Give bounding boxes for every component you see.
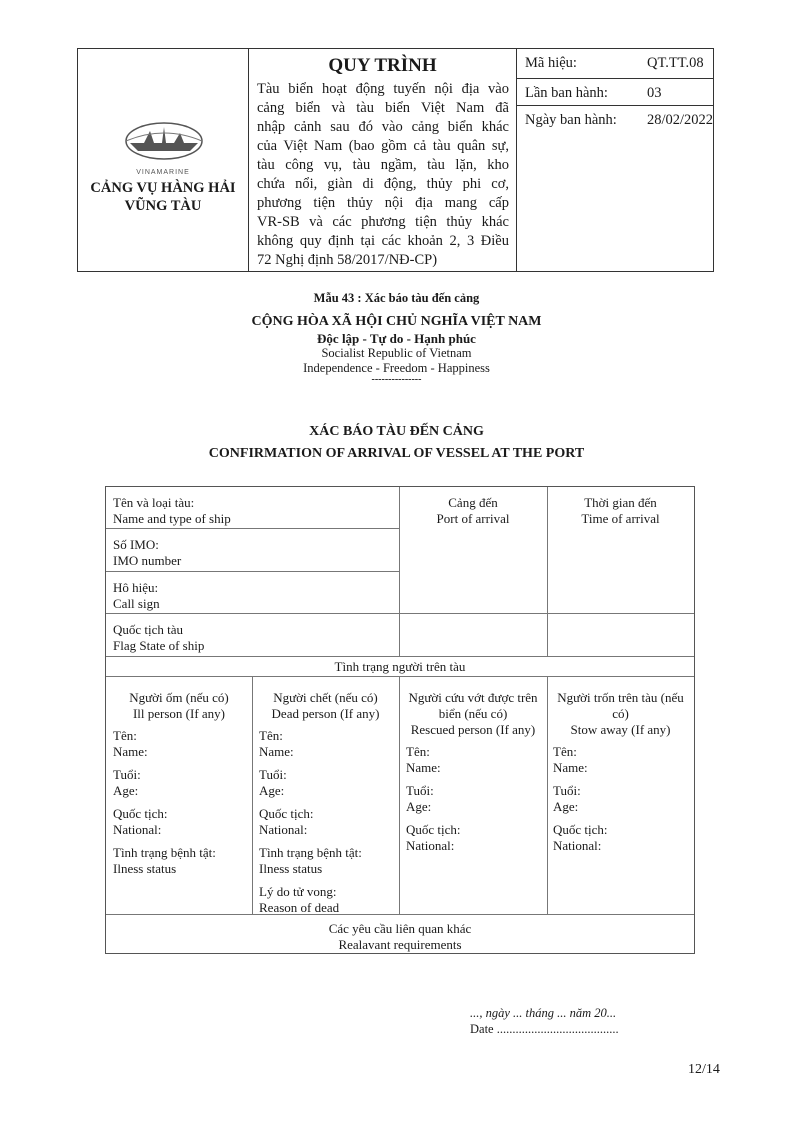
date-line-vi: ..., ngày ... tháng ... năm 20...: [470, 1006, 617, 1020]
imo-field[interactable]: [113, 537, 181, 569]
description-line: của Việt Nam (bao gồm cả tàu quân sự,: [257, 138, 509, 154]
agency-name-line1: CẢNG VỤ HÀNG HẢI: [90, 180, 236, 196]
ill-person-header: [106, 690, 252, 722]
header-agency-cell: [78, 49, 249, 271]
name-label-en: Name:: [259, 744, 294, 759]
description-line: chứa nổi, giàn di động, thủy phi cơ,: [257, 176, 509, 192]
description-line: cảng biển và tàu biển Việt Nam đã: [257, 100, 509, 116]
stowaway-title-vi-1: Người trốn trên tàu (nếu: [557, 690, 684, 705]
ill-person-fields[interactable]: [113, 728, 216, 877]
code-label: Mã hiệu:: [525, 55, 577, 71]
dead-person-title-vi: Người chết (nếu có): [273, 690, 378, 705]
name-label-vi: Tên:: [553, 744, 577, 759]
procedure-title: QUY TRÌNH: [328, 55, 437, 76]
header-metadata-cell: [517, 49, 713, 271]
stowaway-header: [547, 690, 694, 738]
edition-value: 03: [647, 85, 662, 101]
ship-name-label-vi: Tên và loại tàu:: [113, 495, 195, 510]
reason-label-vi: Lý do tử vong:: [259, 884, 337, 899]
description-line: 72 Nghị định 58/2017/NĐ-CP): [257, 252, 438, 268]
time-of-arrival-field[interactable]: [547, 495, 694, 527]
form-title-en: CONFIRMATION OF ARRIVAL OF VESSEL AT THE PORT: [208, 446, 585, 461]
time-label-vi: Thời gian đến: [584, 495, 657, 510]
name-label-vi: Tên:: [406, 744, 430, 759]
persons-section-title: Tình trạng người trên tàu: [334, 659, 466, 674]
age-label-en: Age:: [113, 783, 139, 798]
call-sign-label-vi: Hô hiệu:: [113, 580, 159, 595]
ill-person-title-en: Ill person (If any): [132, 706, 226, 721]
stowaway-title-en: Stow away (If any): [570, 722, 671, 737]
stowaway-fields[interactable]: [553, 744, 608, 854]
rescued-title-vi-2: biển (nếu có): [438, 706, 508, 721]
grid-line: [106, 656, 694, 657]
rescued-person-header: [399, 690, 547, 738]
illness-label-vi: Tình trạng bệnh tật:: [259, 845, 362, 860]
header-procedure-cell: [249, 49, 517, 271]
issue-date-row: [517, 106, 713, 132]
call-sign-label-en: Call sign: [113, 596, 160, 611]
other-requirements-vi: Các yêu cầu liên quan khác: [328, 921, 472, 936]
description-line: phương tiện thủy nội địa mang cấp: [257, 195, 509, 211]
stowaway-title-vi-2: có): [612, 706, 629, 721]
nationality-label-vi: Quốc tịch:: [553, 822, 608, 837]
illness-label-en: Ilness status: [113, 861, 177, 876]
nationality-label-en: National:: [259, 822, 308, 837]
other-requirements-field[interactable]: [106, 921, 694, 953]
flag-state-field[interactable]: [113, 622, 204, 654]
age-label-vi: Tuổi:: [113, 767, 141, 782]
republic-vi: CỘNG HÒA XÃ HỘI CHỦ NGHĨA VIỆT NAM: [251, 314, 542, 329]
age-label-vi: Tuổi:: [553, 783, 581, 798]
ship-name-label-en: Name and type of ship: [113, 511, 231, 526]
rescued-title-vi-1: Người cứu vớt được trên: [408, 690, 538, 705]
flag-state-label-vi: Quốc tịch tàu: [113, 622, 184, 637]
illness-label-vi: Tình trạng bệnh tật:: [113, 845, 216, 860]
code-row: [517, 49, 713, 79]
description-line: không quy định tại các khoản 2, 3 Điều: [257, 233, 509, 249]
age-label-en: Age:: [553, 799, 579, 814]
port-label-en: Port of arrival: [436, 511, 510, 526]
procedure-description: [257, 80, 509, 270]
edition-label: Lần ban hành:: [525, 85, 608, 101]
dead-person-title-en: Dead person (If any): [271, 706, 380, 721]
divider: ---------------: [371, 374, 422, 385]
logo-text: VINAMARINE: [136, 169, 190, 176]
port-of-arrival-field[interactable]: [399, 495, 547, 527]
ill-person-title-vi: Người ốm (nếu có): [129, 690, 229, 705]
reason-label-en: Reason of dead: [259, 900, 340, 915]
dead-person-fields[interactable]: [259, 728, 362, 916]
grid-line: [106, 528, 399, 529]
name-label-vi: Tên:: [113, 728, 137, 743]
grid-line: [106, 613, 694, 614]
flag-state-label-en: Flag State of ship: [113, 638, 205, 653]
age-label-vi: Tuổi:: [406, 783, 434, 798]
grid-line: [106, 914, 694, 915]
imo-label-en: IMO number: [113, 553, 182, 568]
template-label: Mẫu 43 : Xác báo tàu đến cảng: [313, 291, 480, 305]
rescued-title-en: Rescued person (If any): [410, 722, 536, 737]
edition-row: [517, 79, 713, 106]
dead-person-header: [252, 690, 399, 722]
nationality-label-en: National:: [406, 838, 455, 853]
port-label-vi: Cảng đến: [448, 495, 498, 510]
description-line: Tàu biển hoạt động tuyến nội địa vào: [257, 81, 509, 97]
grid-line: [106, 571, 399, 572]
ship-name-field[interactable]: [113, 495, 231, 527]
imo-label-vi: Số IMO:: [113, 537, 159, 552]
description-line: VR-SB và các phương tiện thủy khác: [257, 214, 509, 230]
call-sign-field[interactable]: [113, 580, 160, 612]
illness-label-en: Ilness status: [259, 861, 323, 876]
motto-en: Independence - Freedom - Happiness: [303, 361, 490, 375]
arrival-form-table: [105, 486, 695, 954]
nationality-label-en: National:: [553, 838, 602, 853]
document-header-table: [77, 48, 714, 272]
other-requirements-en: Realavant requirements: [338, 937, 462, 952]
page-number: 12/14: [688, 1062, 720, 1077]
time-label-en: Time of arrival: [581, 511, 660, 526]
form-title-vi: XÁC BÁO TÀU ĐẾN CẢNG: [309, 424, 484, 439]
agency-name-line2: VŨNG TÀU: [124, 198, 202, 214]
name-label-en: Name:: [553, 760, 588, 775]
issue-date-label: Ngày ban hành:: [525, 112, 617, 128]
nationality-label-en: National:: [113, 822, 162, 837]
name-label-en: Name:: [113, 744, 148, 759]
name-label-vi: Tên:: [259, 728, 283, 743]
republic-en: Socialist Republic of Vietnam: [321, 346, 472, 360]
nationality-label-vi: Quốc tịch:: [259, 806, 314, 821]
name-label-en: Name:: [406, 760, 441, 775]
rescued-person-fields[interactable]: [406, 744, 461, 854]
code-value: QT.TT.08: [647, 55, 704, 71]
date-line-en: Date .......................................: [470, 1022, 619, 1036]
nationality-label-vi: Quốc tịch:: [406, 822, 461, 837]
description-line: tàu công vụ, tàu ngầm, tàu lặn, kho: [257, 157, 509, 173]
description-line: nhập cảnh sau đó vào cảng biển khác: [257, 119, 509, 135]
nationality-label-vi: Quốc tịch:: [113, 806, 168, 821]
vinamarine-logo: [122, 121, 206, 169]
age-label-en: Age:: [406, 799, 432, 814]
issue-date-value: 28/02/2022: [647, 112, 714, 128]
age-label-vi: Tuổi:: [259, 767, 287, 782]
motto-vi: Độc lập - Tự do - Hạnh phúc: [317, 331, 476, 346]
age-label-en: Age:: [259, 783, 285, 798]
grid-line: [106, 676, 694, 677]
